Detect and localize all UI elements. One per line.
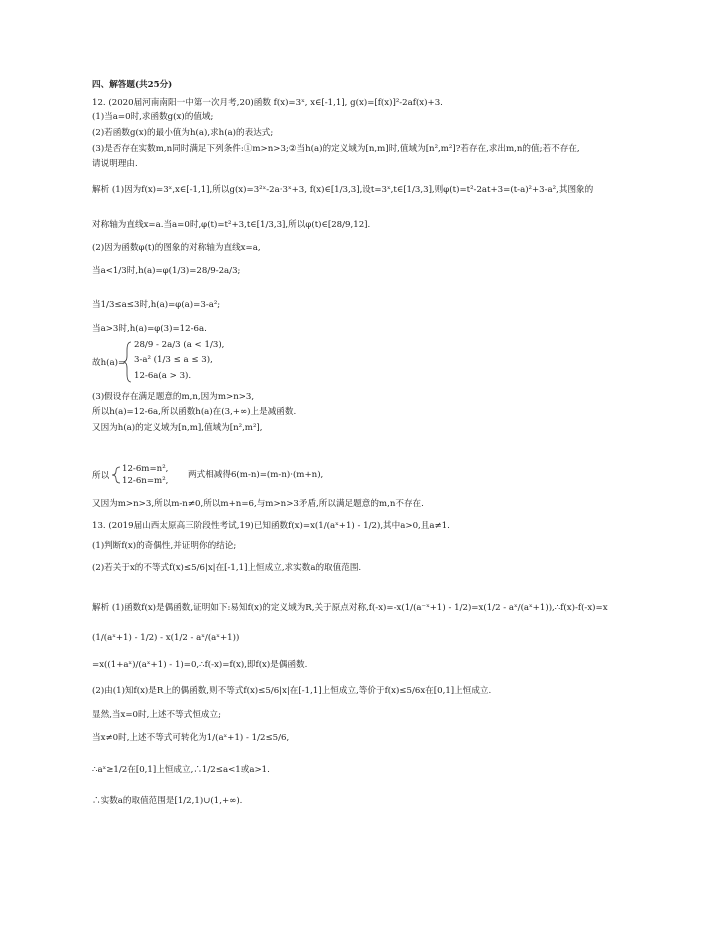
q13-solution-line4: (2)由(1)知f(x)是R上的偶函数,则不等式f(x)≤5/6|x|在[-1,1]上恒成立,等价于f(x)≤5/6x在[0,1]上恒成立.	[92, 686, 492, 696]
system-eq2: 12-6n=m²,	[122, 476, 169, 486]
q13-stem: 13. (2019届山西太原高三阶段性考试,19)已知函数f(x)=x(1/(aˣ+1) - 1/2),其中a>0,且a≠1.	[92, 521, 450, 531]
q13-solution-line7: ∴aˣ≥1/2在[0,1]上恒成立,∴1/2≤a<1或a>1.	[92, 765, 270, 775]
q12-stem: 12. (2020届河南南阳一中第一次月考,20)函数 f(x)=3ˣ, x∈[-1,1], g(x)=[f(x)]²-2af(x)+3.	[92, 98, 443, 108]
q13-part2: (2)若关于x的不等式f(x)≤5/6|x|在[-1,1]上恒成立,求实数a的取值范围.	[92, 563, 362, 573]
q12-part1: (1)当a=0时,求函数g(x)的值域;	[92, 112, 214, 122]
q12-solution-line7: (3)假设存在满足题意的m,n,因为m>n>3,	[92, 392, 255, 402]
system-tail: 两式相减得6(m-n)=(m-n)·(m+n),	[188, 470, 324, 480]
q12-solution-line1: 解析 (1)因为f(x)=3ˣ,x∈[-1,1],所以g(x)=3²ˣ-2a·3ˣ+3, f(x)∈[1/3,3],设t=3ˣ,t∈[1/3,3],则φ(t)=t²-2at+3=(t-a)²+3-a²,其图象的	[92, 185, 594, 195]
q12-part3-cont: 请说明理由.	[92, 159, 138, 169]
q12-solution-line3: (2)因为函数φ(t)的图象的对称轴为直线x=a,	[92, 243, 261, 253]
q12-solution-line4: 当a<1/3时,h(a)=φ(1/3)=28/9-2a/3;	[92, 266, 241, 276]
q13-solution-line5: 显然,当x=0时,上述不等式恒成立;	[92, 710, 221, 720]
piece-3: 12-6a(a > 3).	[134, 371, 192, 381]
q12-solution-line8: 所以h(a)=12-6a,所以函数h(a)在(3,+∞)上是减函数.	[92, 407, 297, 417]
system-label: 所以	[92, 471, 110, 481]
q12-solution-line10: 又因为m>n>3,所以m-n≠0,所以m+n=6,与m>n>3矛盾,所以满足题意的m,n不存在.	[92, 499, 424, 509]
q13-solution-line6: 当x≠0时,上述不等式可转化为1/(aˣ+1) - 1/2≤5/6,	[92, 733, 290, 743]
q13-solution-line1: 解析 (1)函数f(x)是偶函数,证明如下:易知f(x)的定义域为R,关于原点对称,f(-x)=-x(1/(a⁻ˣ+1) - 1/2)=x(1/2 - aˣ/(aˣ+1)),∴f(x)-f(-x)=x	[92, 603, 608, 613]
piece-2: 3-a² (1/3 ≤ a ≤ 3),	[134, 355, 213, 365]
q12-solution-line9: 又因为h(a)的定义域为[n,m],值域为[n²,m²],	[92, 423, 263, 433]
q12-part3: (3)是否存在实数m,n同时满足下列条件:①m>n>3;②当h(a)的定义域为[n,m]时,值域为[n²,m²]?若存在,求出m,n的值;若不存在,	[92, 144, 580, 154]
q13-solution-line2: (1/(aˣ+1) - 1/2) - x(1/2 - aˣ/(aˣ+1))	[92, 633, 240, 643]
piecewise-label: 故h(a)=	[92, 358, 126, 368]
q13-solution-line3: =x((1+aˣ)/(aˣ+1) - 1)=0,∴f(-x)=f(x),即f(x)是偶函数.	[92, 660, 308, 670]
q12-solution-line6: 当a>3时,h(a)=φ(3)=12-6a.	[92, 324, 207, 334]
q13-solution-line8: ∴实数a的取值范围是[1/2,1)∪(1,+∞).	[92, 796, 243, 806]
section-title: 四、解答题(共25分)	[92, 80, 173, 90]
q13-part1: (1)判断f(x)的奇偶性,并证明你的结论;	[92, 541, 237, 551]
q12-solution-line5: 当1/3≤a≤3时,h(a)=φ(a)=3-a²;	[92, 300, 221, 310]
q12-solution-line2: 对称轴为直线x=a.当a=0时,φ(t)=t²+3,t∈[1/3,3],所以φ(t)∈[28/9,12].	[92, 220, 371, 230]
system-eq1: 12-6m=n²,	[122, 464, 169, 474]
q12-part2: (2)若函数g(x)的最小值为h(a),求h(a)的表达式;	[92, 128, 274, 138]
piece-1: 28/9 - 2a/3 (a < 1/3),	[134, 340, 225, 350]
